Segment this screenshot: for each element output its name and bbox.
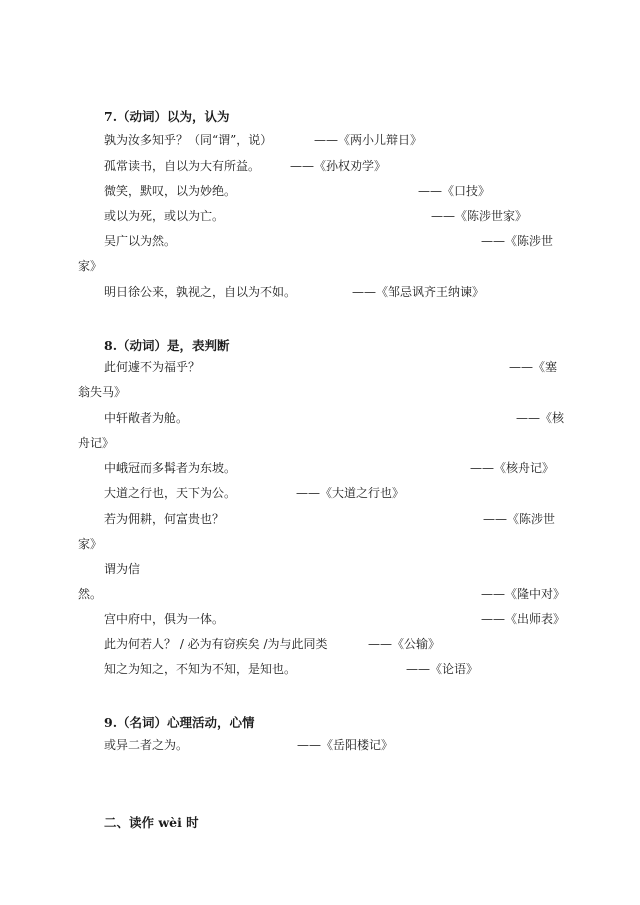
- example-text: 微笑，默叹，以为妙绝。: [104, 184, 237, 198]
- example-source-continuation: 舟记》: [78, 436, 115, 450]
- example-text: 中轩敞者为舱。: [104, 411, 189, 425]
- example-source: ——《陈涉世: [481, 234, 554, 248]
- example-text-continuation: 然。: [78, 587, 103, 601]
- example-text: 谓为信: [104, 562, 141, 576]
- example-text: 若为佣耕，何富贵也？: [104, 512, 225, 526]
- example-source: ——《两小儿辩日》: [314, 133, 423, 147]
- section-9-heading: 9.（名词）心理活动，心情: [104, 715, 255, 730]
- example-source: ——《隆中对》: [481, 587, 566, 601]
- example-source-continuation: 翁失马》: [78, 385, 127, 399]
- example-text: 大道之行也，天下为公。: [104, 486, 237, 500]
- example-source-continuation: 家》: [78, 537, 103, 551]
- example-source: ——《出师表》: [481, 612, 566, 626]
- example-text: 宫中府中，俱为一体。: [104, 612, 225, 626]
- example-text: 或异二者之为。: [104, 738, 189, 752]
- example-source: ——《陈涉世家》: [431, 209, 528, 223]
- example-source: ——《核舟记》: [470, 461, 555, 475]
- example-source: ——《口技》: [418, 184, 491, 198]
- example-source: ——《孙权劝学》: [290, 159, 387, 173]
- example-source: ——《塞: [509, 360, 558, 374]
- example-text: 知之为知之，不知为不知，是知也。: [104, 662, 297, 676]
- example-text: 此为何若人？ / 必为有窃疾矣 /为与此同类: [104, 637, 328, 651]
- example-text: 中峨冠而多髯者为东坡。: [104, 461, 237, 475]
- example-text: 或以为死，或以为亡。: [104, 209, 225, 223]
- example-text: 吴广以为然。: [104, 234, 177, 248]
- example-source: ——《陈涉世: [483, 512, 556, 526]
- example-source: ——《邹忌讽齐王纳谏》: [352, 285, 485, 299]
- part-2-heading: 二、读作 wèi 时: [104, 815, 199, 830]
- example-source: ——《论语》: [406, 662, 479, 676]
- example-source: ——《大道之行也》: [296, 486, 405, 500]
- example-text: 明日徐公来，孰视之，自以为不如。: [104, 285, 297, 299]
- example-source: ——《公输》: [368, 637, 441, 651]
- section-7-heading: 7.（动词）以为，认为: [104, 109, 230, 124]
- example-source: ——《岳阳楼记》: [297, 738, 394, 752]
- example-source: ——《核: [516, 411, 565, 425]
- example-text: 此何遽不为福乎？: [104, 360, 201, 374]
- example-text: 孤常读书，自以为大有所益。: [104, 159, 261, 173]
- example-text: 孰为汝多知乎？（同“谓”，说）: [104, 133, 273, 147]
- example-source-continuation: 家》: [78, 259, 103, 273]
- section-8-heading: 8.（动词）是，表判断: [104, 338, 230, 353]
